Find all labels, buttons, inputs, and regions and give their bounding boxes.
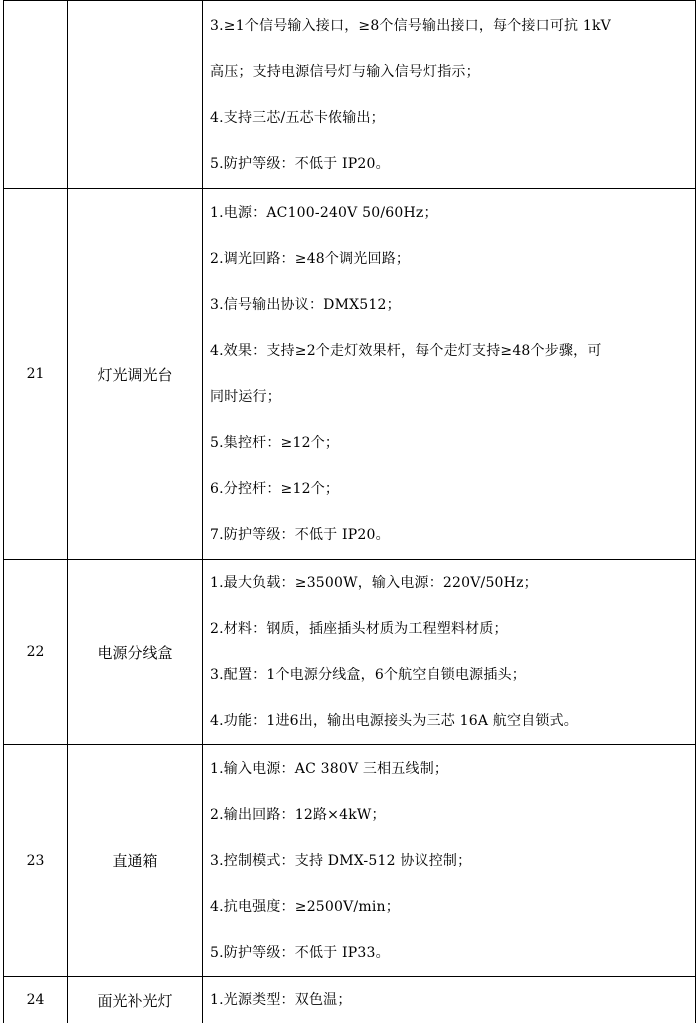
row-number: 21 xyxy=(4,189,68,560)
spec-line: 4.功能：1进6出，输出电源接头为三芯 16A 航空自锁式。 xyxy=(210,698,687,744)
row-number: 22 xyxy=(4,560,68,745)
spec-line: 高压；支持电源信号灯与输入信号灯指示； xyxy=(210,49,687,95)
item-spec xyxy=(203,1,696,189)
spec-line: 2.调光回路：≥48个调光回路； xyxy=(210,236,687,282)
table-row xyxy=(4,189,696,560)
spec-line: 2.输出回路：12路×4kW； xyxy=(210,792,687,838)
table-row xyxy=(4,560,696,745)
spec-line: 1.光源类型：双色温； xyxy=(210,978,687,1022)
row-number xyxy=(4,1,68,189)
spec-line: 1.电源：AC100-240V 50/60Hz； xyxy=(210,190,687,236)
item-name: 灯光调光台 xyxy=(68,189,203,560)
spec-line: 5.集控杆：≥12个； xyxy=(210,420,687,466)
item-name xyxy=(68,1,203,189)
spec-line: 3.信号输出协议：DMX512； xyxy=(210,282,687,328)
spec-line: 1.输入电源：AC 380V 三相五线制； xyxy=(210,746,687,792)
spec-line: 4.支持三芯/五芯卡侬输出； xyxy=(210,95,687,141)
item-spec xyxy=(203,560,696,745)
spec-line: 3.控制模式：支持 DMX-512 协议控制； xyxy=(210,838,687,884)
item-spec xyxy=(203,745,696,977)
spec-line: 1.最大负载：≥3500W，输入电源：220V/50Hz； xyxy=(210,560,687,606)
table-row xyxy=(4,977,696,1023)
spec-line: 3.≥1个信号输入接口，≥8个信号输出接口，每个接口可抗 1kV xyxy=(210,3,687,49)
item-spec xyxy=(203,189,696,560)
table-row xyxy=(4,745,696,977)
spec-table xyxy=(3,0,696,1023)
spec-line: 6.分控杆：≥12个； xyxy=(210,466,687,512)
spec-line: 5.防护等级：不低于 IP20。 xyxy=(210,141,687,187)
row-number: 23 xyxy=(4,745,68,977)
item-name: 电源分线盒 xyxy=(68,560,203,745)
spec-line: 2.材料：钢质，插座插头材质为工程塑料材质； xyxy=(210,606,687,652)
spec-line: 7.防护等级：不低于 IP20。 xyxy=(210,512,687,558)
spec-line: 同时运行； xyxy=(210,374,687,420)
item-name: 直通箱 xyxy=(68,745,203,977)
spec-line: 3.配置：1个电源分线盒，6个航空自锁电源插头； xyxy=(210,652,687,698)
spec-line: 4.抗电强度：≥2500V/min； xyxy=(210,884,687,930)
item-name: 面光补光灯 xyxy=(68,977,203,1023)
spec-line: 5.防护等级：不低于 IP33。 xyxy=(210,930,687,976)
table-row xyxy=(4,1,696,189)
row-number: 24 xyxy=(4,977,68,1023)
item-spec xyxy=(203,977,696,1023)
spec-line: 4.效果：支持≥2个走灯效果杆，每个走灯支持≥48个步骤，可 xyxy=(210,328,687,374)
